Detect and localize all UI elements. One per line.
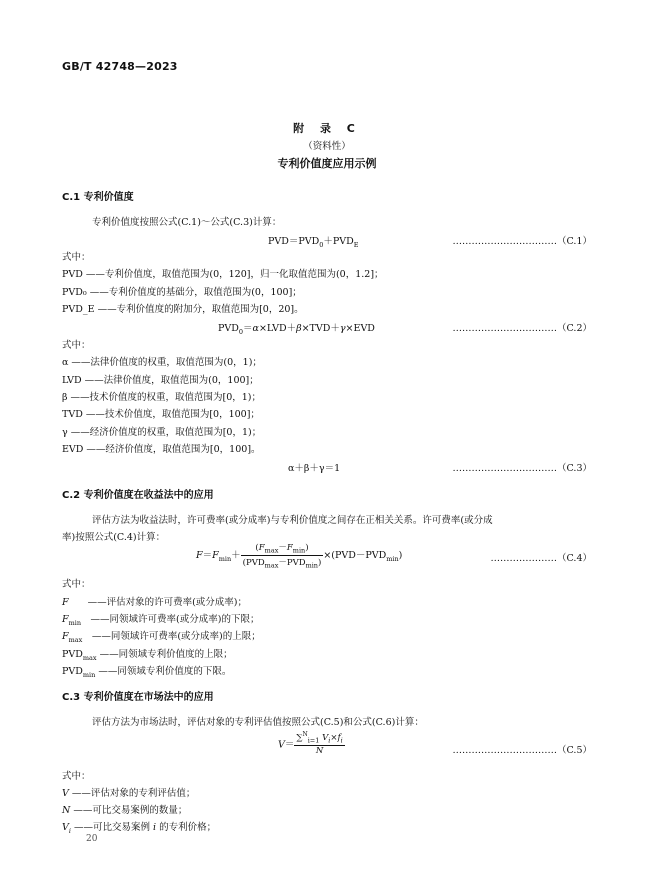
definition-line: α ——法律价值度的权重，取值范围为(0，1)； [62, 357, 262, 368]
definition-line: PVD_E ——专利价值度的附加分，取值范围为[0，20]。 [62, 304, 304, 315]
equation-c2: $PVD_0=\alpha\times LVD+\beta\times TVD+\gamma\times EVD$ [218, 323, 375, 336]
c3-intro: 评估方法为市场法时，评估对象的专利评估值按照公式(C.5)和公式(C.6)计算： [92, 717, 424, 728]
definition-line: LVD ——法律价值度，取值范围为(0，100]； [62, 375, 259, 386]
definition-line: $PVD_{min}$ ——同领域专利价值度的下限。 [62, 666, 232, 679]
definition-line: F ——评估对象的许可费率(或分成率)； [62, 597, 248, 608]
appendix-label: 附 录 C [293, 122, 361, 135]
c2-paragraph-line2: 率)按照公式(C.4)计算： [62, 532, 166, 543]
equation-c4-number: …………………（C.4） [490, 553, 592, 564]
equation-c3-number: ……………………………（C.3） [452, 463, 592, 474]
section-c2-heading: C.2 专利价值度在收益法中的应用 [62, 490, 214, 501]
c2-paragraph-line1: 评估方法为收益法时，许可费率(或分成率)与专利价值度之间存在正相关关系。许可费率(或分成 [92, 515, 493, 526]
definition-line: γ ——经济价值度的权重，取值范围为[0，1)； [62, 427, 262, 438]
definition-line: PVD ——专利价值度，取值范围为(0，120]，归一化取值范围为(0，1.2]； [62, 269, 384, 280]
where-label: 式中： [62, 579, 91, 590]
equation-c1-number: ……………………………（C.1） [452, 236, 592, 247]
where-label: 式中： [62, 771, 91, 782]
equation-c2-number: ……………………………（C.2） [452, 323, 592, 334]
where-label: 式中： [62, 340, 91, 351]
equation-c5-number: ……………………………（C.5） [452, 745, 592, 756]
equation-c5: V＝ $\frac{\sum^N_{i=1} V_i\times f_i}{N}$ [278, 731, 343, 756]
equation-c4: $F=F_{min}+$ $\frac{(F_{max}-F_{min})}{(PVD_{max}-PVD_{min})}$ $\times(PVD-PVD_{min})$ [196, 543, 403, 570]
definition-line: $V_i$ ——可比交易案例 i 的专利价格； [62, 822, 217, 835]
document-id: GB/T 42748—2023 [62, 60, 178, 73]
definition-line: β ——技术价值度的权重，取值范围为[0，1)； [62, 392, 262, 403]
c1-intro: 专利价值度按照公式(C.1)～公式(C.3)计算： [92, 217, 282, 228]
definition-line: N ——可比交易案例的数量； [62, 805, 188, 816]
appendix-nature: （资料性） [303, 141, 351, 152]
where-label: 式中： [62, 252, 91, 263]
definition-line: V ——评估对象的专利评估值； [62, 788, 196, 799]
definition-line: TVD ——技术价值度，取值范围为[0，100]； [62, 409, 260, 420]
definition-line: $F_{max}$ ——同领域许可费率(或分成率)的上限； [62, 631, 261, 644]
section-c3-heading: C.3 专利价值度在市场法中的应用 [62, 692, 214, 703]
definition-line: $PVD_{max}$ ——同领域专利价值度的上限； [62, 649, 233, 662]
definition-line: EVD ——经济价值度，取值范围为[0，100]。 [62, 444, 261, 455]
equation-c3: α＋β＋γ＝1 [288, 463, 341, 474]
page-number: 20 [86, 834, 98, 844]
equation-c1: $PVD=PVD_0+PVD_E$ [268, 236, 359, 249]
definition-line: PVD₀ ——专利价值度的基础分，取值范围为(0，100]； [62, 287, 302, 298]
section-c1-heading: C.1 专利价值度 [62, 192, 134, 203]
definition-line: $F_{min}$ ——同领域许可费率(或分成率)的下限； [62, 614, 260, 627]
appendix-title: 专利价值度应用示例 [277, 157, 377, 170]
